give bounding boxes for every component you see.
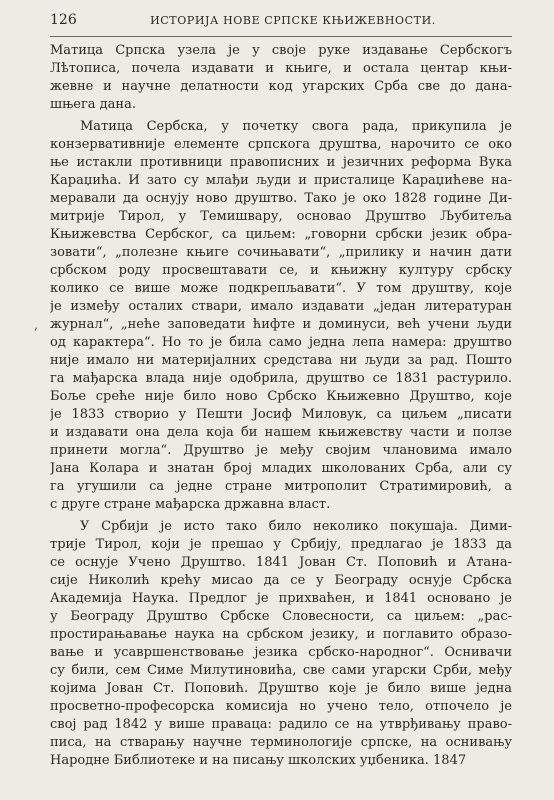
- page-number: 126: [50, 12, 77, 28]
- text-line: с друге стране мађарска државна власт.: [50, 497, 331, 512]
- text-line: га угушили са једне стране митрополит Стратимировић, а: [50, 479, 512, 494]
- text-line: у Београду Друштво Србске Словесности, са циљем: „рас-: [50, 609, 512, 624]
- text-line: меравали да оснују ново друштво. Тако је око 1828 године Ди-: [50, 191, 512, 206]
- text-line: свој рад 1842 у више праваца: радило се на утврђивању право-: [50, 717, 512, 732]
- text-line: сије Николић крећу мисао да се у Београду оснује Србска: [50, 573, 512, 588]
- text-line: зовати“, „полезне књиге сочињавати“, „прилику и начин дати: [50, 245, 512, 260]
- text-line: Матица Сербска, у почетку свога рада, прикупила је: [80, 119, 512, 134]
- text-line: су били, сем Симе Милутиновића, све сами угарски Срби, међу: [50, 663, 512, 678]
- text-line: и издавати она дела која би нашем књижевству части и ползе: [50, 425, 512, 440]
- text-line: није имало ни материјалних средстава ни људи за рад. Пошто: [50, 353, 512, 368]
- text-line: Караџића. И зато су млађи људи и присталице Караџићеве на-: [50, 173, 512, 188]
- text-line: конзервативније елементе српскога друштва, нарочито се око: [50, 137, 512, 152]
- text-line: вање и усавршенствовање језика србско-народног“. Оснивачи: [50, 645, 512, 660]
- text-line: којима Јован Ст. Поповић. Друштво које је било више једна: [50, 681, 512, 696]
- text-line: ње истакли противници правописних и језичних реформа Вука: [50, 155, 512, 170]
- text-line: жевне и научне делатности код угарских Срба све до дана-: [50, 79, 512, 94]
- text-line: србском роду просвештавати се, и књижну културу србску: [50, 263, 512, 278]
- text-line: журнал“, „неће заповедати ћифте и доминуси, већ учени људи: [50, 317, 512, 332]
- text-line: писа, на стварању научне терминологије српске, на оснивању: [50, 735, 512, 750]
- text-line: Матица Српска узела је у своје руке издавање Сербскогъ: [50, 43, 512, 58]
- text-line: принети могла“. Друштво је међу својим члановима имало: [50, 443, 512, 458]
- text-line: Народне Библиотеке и на писању школских уџбеника. 1847: [50, 753, 467, 768]
- text-line: простирањавање наука на србском језику, и поглавито образо-: [50, 627, 512, 642]
- page-header: [50, 12, 512, 32]
- running-title: ИСТОРИЈА НОВЕ СРПСКЕ КЊИЖЕВНОСТИ.: [150, 14, 436, 27]
- text-line: Академија Наука. Предлог је прихваћен, и 1841 основано је: [50, 591, 512, 606]
- text-line: се оснује Учено Друштво. 1841 Јован Ст. Поповић и Атана-: [50, 555, 512, 570]
- margin-mark: ,: [34, 318, 39, 333]
- text-line: трије Тирол, који је прешао у Србију, предлагао је 1833 да: [50, 537, 512, 552]
- text-line: колико се више може подкрепљавати“. У том друштву, које: [50, 281, 512, 296]
- text-line: Лѣтописа, почела издавати и књиге, и остала центар књи-: [50, 61, 512, 76]
- text-line: митрије Тирол, у Темишвару, основао Друштво Љубитеља: [50, 209, 512, 224]
- header-rule: [50, 36, 512, 37]
- text-line: У Србији је исто тако било неколико покушаја. Дими-: [80, 519, 512, 534]
- text-line: га мађарска влада није одобрила, друштво се 1831 растурило.: [50, 371, 512, 386]
- text-line: од карактера“. Но то је била само једна лепа намера: друштво: [50, 335, 512, 350]
- text-line: шњега дана.: [50, 97, 136, 112]
- text-line: Боље среће није било ново Србско Књижевно Друштво, које: [50, 389, 512, 404]
- text-line: Јана Колара и знатан број младих школованих Срба, али су: [50, 461, 512, 476]
- text-line: просветно-професорска комисија но учено тело, отпочело је: [50, 699, 512, 714]
- text-line: Књижевства Сербског, са циљем: „говорни србски језик обра-: [50, 227, 512, 242]
- text-line: је 1833 створио у Пешти Јосиф Миловук, са циљем „писати: [50, 407, 512, 422]
- text-line: је између осталих ствари, имало издавати „један литературан: [50, 299, 512, 314]
- page-body: [50, 42, 512, 770]
